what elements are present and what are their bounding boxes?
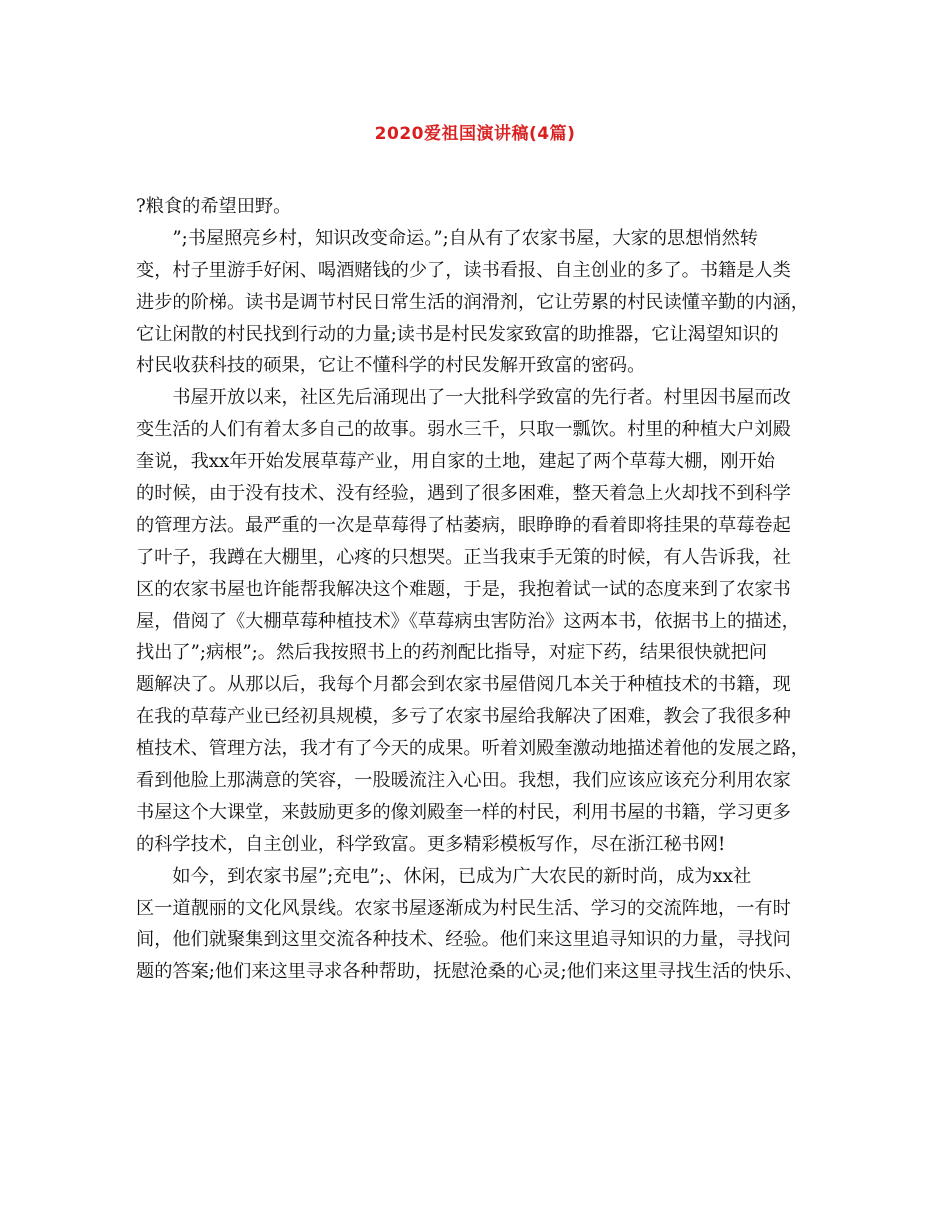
text-line: 进步的阶梯。读书是调节村民日常生活的润滑剂，它让劳累的村民读懂辛勤的内涵， — [136, 291, 809, 313]
text-line: 它让闲散的村民找到行动的力量;读书是村民发家致富的助推器，它让渴望知识的 — [136, 323, 779, 345]
text-line: 变，村子里游手好闲、喝酒赌钱的少了，读书看报、自主创业的多了。书籍是人类 — [136, 259, 791, 281]
text-line: 奎说，我xx年开始发展草莓产业，用自家的土地，建起了两个草莓大棚，刚开始 — [136, 451, 775, 473]
text-line: ?粮食的希望田野。 — [136, 196, 292, 217]
document-title: 2020爱祖国演讲稿(4篇) — [374, 124, 576, 144]
text-line: 植技术、管理方法，我才有了今天的成果。听着刘殿奎激动地描述着他的发展之路， — [136, 738, 809, 760]
text-line: 区一道靓丽的文化风景线。农家书屋逐渐成为村民生活、学习的交流阵地，一有时 — [136, 897, 791, 919]
text-line: 的管理方法。最严重的一次是草莓得了枯萎病，眼睁睁的看着即将挂果的草莓卷起 — [136, 514, 791, 536]
text-line: 书屋这个大课堂，来鼓励更多的像刘殿奎一样的村民，利用书屋的书籍，学习更多 — [136, 801, 791, 823]
text-line: 村民收获科技的硕果，它让不懂科学的村民发解开致富的密码。 — [136, 355, 646, 377]
text-line: 题的答案;他们来这里寻求各种帮助，抚慰沧桑的心灵;他们来这里寻找生活的快乐、 — [136, 961, 804, 983]
text-line: 的时候，由于没有技术、没有经验，遇到了很多困难，整天着急上火却找不到科学 — [136, 483, 791, 505]
text-line: 如今，到农家书屋”;充电”;、休闲，已成为广大农民的新时尚，成为xx社 — [136, 865, 752, 887]
document-body — [136, 191, 826, 988]
text-line: 找出了”;病根”;。然后我按照书上的药剂配比指导，对症下药，结果很快就把问 — [136, 642, 768, 664]
text-line: 区的农家书屋也许能帮我解决这个难题，于是，我抱着试一试的态度来到了农家书 — [136, 578, 791, 600]
text-line: ”;书屋照亮乡村，知识改变命运。”;自从有了农家书屋，大家的思想悄然转 — [136, 227, 758, 249]
text-line: 看到他脸上那满意的笑容，一股暖流注入心田。我想，我们应该应该充分利用农家 — [136, 770, 791, 792]
text-line: 变生活的人们有着太多自己的故事。弱水三千，只取一瓢饮。村里的种植大户刘殿 — [136, 419, 791, 441]
text-line: 间，他们就聚集到这里交流各种技术、经验。他们来这里追寻知识的力量，寻找问 — [136, 929, 791, 951]
text-line: 题解决了。从那以后，我每个月都会到农家书屋借阅几本关于种植技术的书籍，现 — [136, 674, 791, 696]
text-line: 在我的草莓产业已经初具规模，多亏了农家书屋给我解决了困难，教会了我很多种 — [136, 706, 791, 728]
text-line: 屋，借阅了《大棚草莓种植技术》《草莓病虫害防治》这两本书，依据书上的描述， — [136, 610, 800, 632]
text-line: 了叶子，我蹲在大棚里，心疼的只想哭。正当我束手无策的时候，有人告诉我，社 — [136, 546, 791, 568]
text-line: 书屋开放以来，社区先后涌现出了一大批科学致富的先行者。村里因书屋而改 — [136, 387, 791, 409]
text-line: 的科学技术，自主创业，科学致富。更多精彩模板写作，尽在浙江秘书网! — [136, 833, 726, 855]
